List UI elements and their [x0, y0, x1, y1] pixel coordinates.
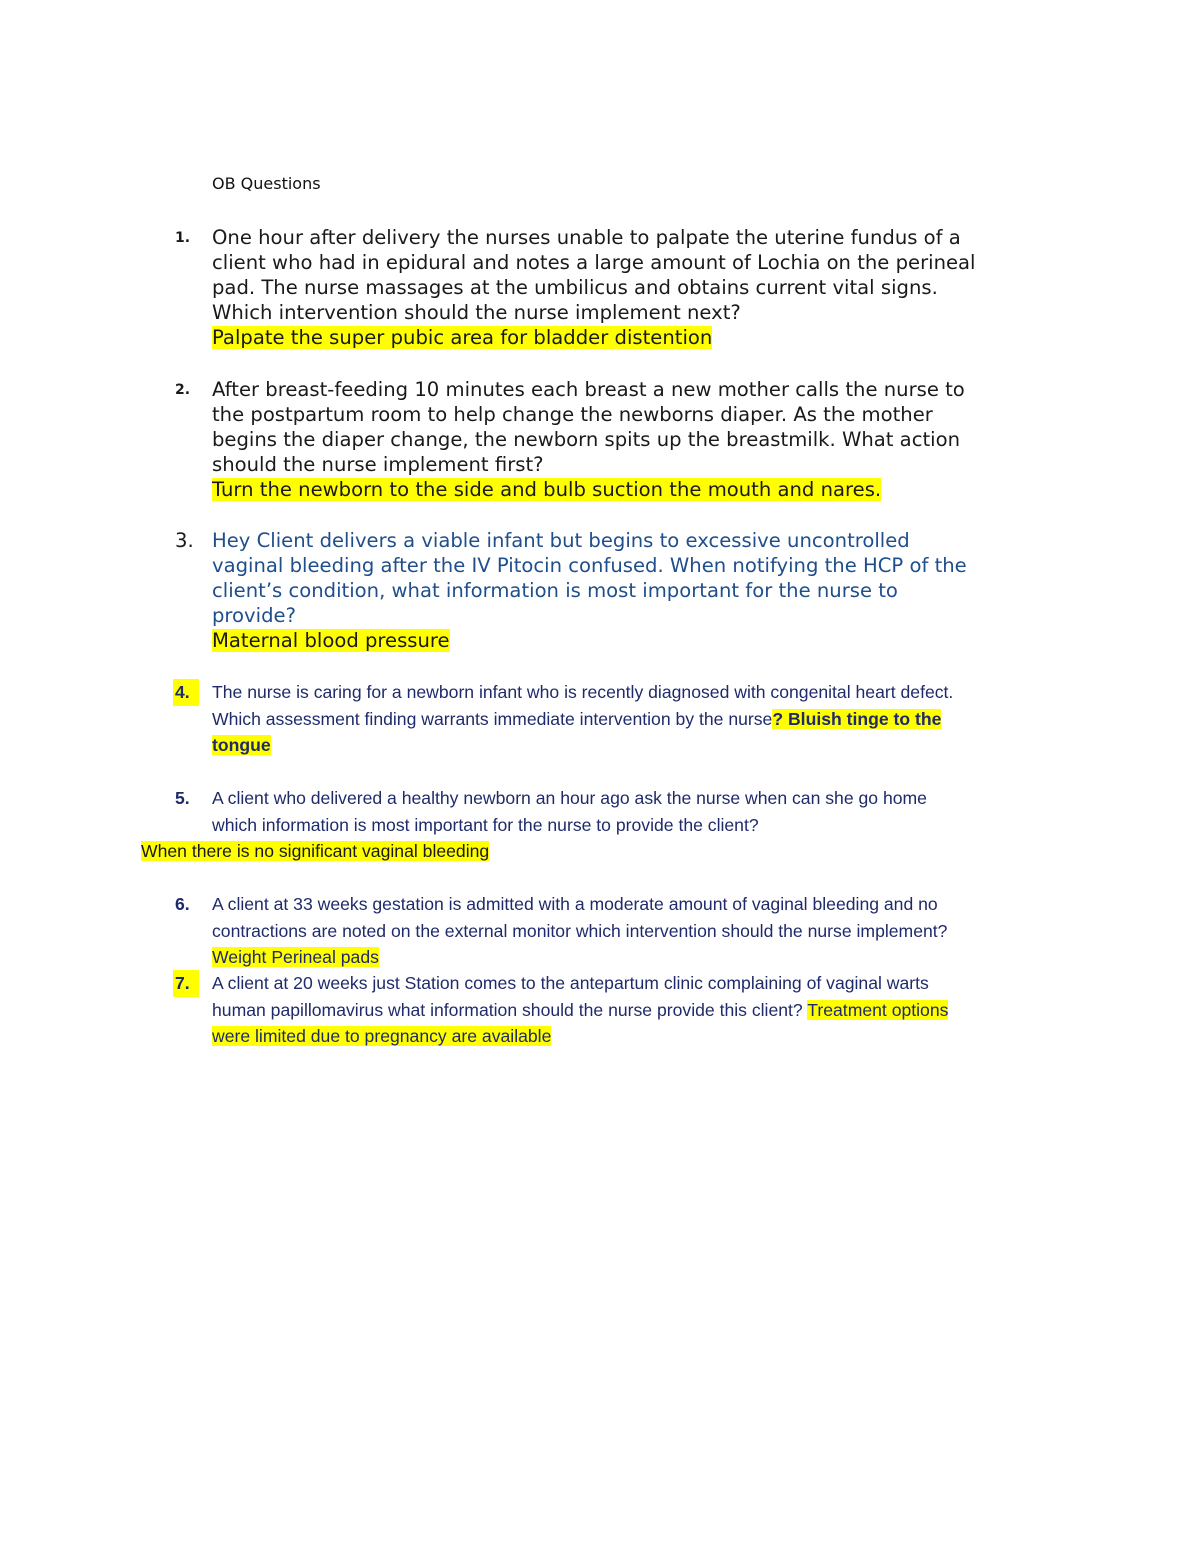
question-text-line: The nurse is caring for a newborn infant who is recently diagnosed with congenital heart defect.	[212, 682, 954, 702]
answer-highlight: Weight Perineal pads	[212, 947, 379, 967]
question-number: 5.	[175, 788, 190, 808]
question-text-line: contractions are noted on the external monitor which intervention should the nurse implement?	[212, 920, 948, 941]
question-number: 7.	[173, 970, 199, 997]
question-body	[212, 528, 1072, 653]
question-text-line: Which assessment finding warrants immediate intervention by the nurse	[212, 708, 773, 729]
question-text-line: the postpartum room to help change the newborns diaper. As the mother	[212, 403, 933, 426]
question-text-line: should the nurse implement first?	[212, 453, 544, 476]
question-text-line: A client who delivered a healthy newborn an hour ago ask the nurse when can she go home	[212, 788, 927, 808]
question-number: 4.	[173, 679, 199, 706]
question-body	[212, 785, 1072, 838]
question-body	[212, 970, 1072, 1050]
question-text-line: begins the diaper change, the newborn spits up the breastmilk. What action	[212, 428, 960, 451]
question-number: 3.	[175, 529, 194, 552]
question-body	[212, 377, 1072, 502]
question-text-line: pad. The nurse massages at the umbilicus and obtains current vital signs.	[212, 276, 938, 299]
question-body	[212, 891, 1072, 971]
answer-highlight: Treatment options	[807, 999, 949, 1020]
answer-highlight: When there is no significant vaginal bleeding	[141, 841, 490, 861]
question-text-line: client’s condition, what information is most important for the nurse to	[212, 579, 898, 602]
question-body	[212, 679, 1072, 759]
answer-highlight: ? Bluish tinge to the	[772, 708, 942, 729]
question-text-line: One hour after delivery the nurses unable to palpate the uterine fundus of a	[212, 226, 961, 249]
question-number: 1.	[175, 230, 191, 246]
question-text-line: After breast-feeding 10 minutes each breast a new mother calls the nurse to	[212, 378, 965, 401]
question-text-line: Which intervention should the nurse implement next?	[212, 301, 741, 324]
question-text-line: A client at 20 weeks just Station comes to the antepartum clinic complaining of vaginal warts	[212, 973, 929, 993]
question-text-line: Hey Client delivers a viable infant but begins to excessive uncontrolled	[212, 529, 910, 552]
question-text-line: provide?	[212, 604, 296, 627]
answer-highlight: Turn the newborn to the side and bulb suction the mouth and nares.	[212, 478, 882, 501]
answer-highlight: Maternal blood pressure	[212, 629, 450, 652]
question-text-line: vaginal bleeding after the IV Pitocin confused. When notifying the HCP of the	[212, 554, 967, 577]
question-text-line: human papillomavirus what information should the nurse provide this client?	[212, 999, 803, 1020]
answer-highlight: tongue	[212, 735, 271, 755]
question-body	[212, 225, 1072, 350]
question-number: 6.	[175, 894, 190, 914]
question-text-line: A client at 33 weeks gestation is admitted with a moderate amount of vaginal bleeding and no	[212, 894, 938, 914]
page-title: OB Questions	[212, 174, 321, 193]
question-number: 2.	[175, 382, 191, 398]
answer-highlight: were limited due to pregnancy are available	[212, 1026, 552, 1046]
question-text-line: client who had in epidural and notes a large amount of Lochia on the perineal	[212, 251, 976, 274]
answer-highlight: Palpate the super pubic area for bladder distention	[212, 326, 713, 349]
question-text-line: which information is most important for the nurse to provide the client?	[212, 814, 759, 835]
